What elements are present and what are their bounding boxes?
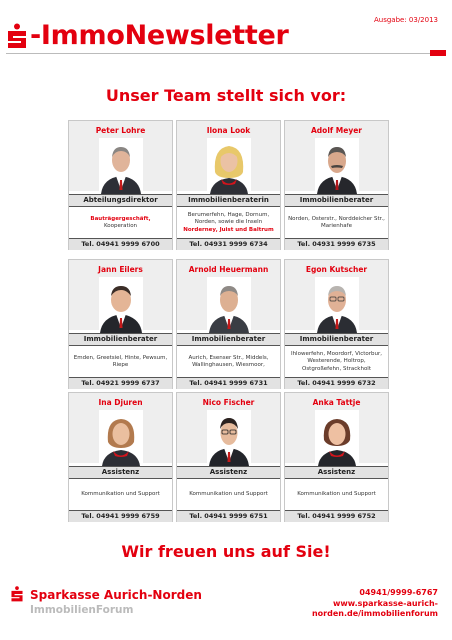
footer-subtitle: ImmobilienForum [30, 604, 134, 616]
portrait-woman [99, 410, 143, 466]
portrait-man [315, 138, 359, 194]
card-description: Kommunikation und Support [189, 491, 268, 498]
portrait-woman [315, 410, 359, 466]
card-name: Arnold Heuermann [188, 265, 269, 274]
portrait-man [207, 410, 251, 466]
footer-phone: 04941/9999-6767 [359, 588, 438, 597]
card-phone: Tel. 04931 9999 6735 [285, 238, 388, 250]
card-phone: Tel. 04921 9999 6737 [69, 377, 172, 389]
card-name: Anka Tattje [312, 398, 361, 407]
footer-website-line2[interactable]: norden.de/immobilienforum [311, 609, 438, 618]
card-role: Assistenz [69, 466, 172, 479]
team-heading: Unser Team stellt sich vor: [105, 86, 347, 105]
card-description: Kommunikation und Support [81, 491, 160, 498]
card-name: Adolf Meyer [311, 126, 362, 135]
issue-label: Ausgabe: 03/2013 [373, 16, 438, 24]
card-description: Berumerfehn, Hage, Dornum, Norden, sowie die Inseln Norderney, Juist und Baltrum [183, 211, 274, 233]
header-divider [6, 53, 446, 54]
card-role: Immobilienberater [177, 333, 280, 346]
portrait-man [207, 277, 251, 333]
card-description: Bauträgergeschäft, Kooperation [90, 215, 151, 229]
footer-contact [312, 588, 438, 620]
card-name: Peter Lohre [95, 126, 146, 135]
card-description: Aurich, Esenser Str., Middels, Wallinghausen, Wiesmoor, [188, 354, 269, 368]
newsletter-title: -ImmoNewsletter [30, 20, 289, 51]
card-name: Nico Fischer [202, 398, 255, 407]
team-card [176, 120, 281, 250]
card-phone: Tel. 04941 9999 6731 [177, 377, 280, 389]
card-phone: Tel. 04941 9999 6751 [177, 510, 280, 522]
card-description: Emden, Greetsiel, Hinte, Pewsum, Riepe [73, 354, 168, 368]
team-card [284, 120, 389, 250]
welcome-message: Wir freuen uns auf Sie! [121, 542, 331, 561]
footer-website-line1[interactable]: www.sparkasse-aurich- [332, 598, 438, 608]
portrait-woman [207, 138, 251, 194]
card-phone: Tel. 04941 9999 6732 [285, 377, 388, 389]
card-description: Ihlowerfehn, Moordorf, Victorbur, Westerende, Holtrop, Ostgroßefehn, Strackholt [290, 350, 383, 372]
card-name: Ina Djuren [98, 398, 143, 407]
team-card [284, 259, 389, 389]
card-phone: Tel. 04941 9999 6700 [69, 238, 172, 250]
portrait-man [99, 277, 143, 333]
card-phone: Tel. 04941 9999 6752 [285, 510, 388, 522]
team-card [68, 120, 173, 250]
team-card [284, 392, 389, 522]
team-card [68, 259, 173, 389]
card-role: Assistenz [285, 466, 388, 479]
card-role: Abteilungsdirektor [69, 194, 172, 207]
sparkasse-s-icon [10, 586, 24, 602]
team-card [68, 392, 173, 522]
card-role: Immobilienberater [69, 333, 172, 346]
card-phone: Tel. 04941 9999 6759 [69, 510, 172, 522]
newsletter-header [0, 0, 452, 56]
card-phone: Tel. 04931 9999 6734 [177, 238, 280, 250]
portrait-man [315, 277, 359, 333]
portrait-man [99, 138, 143, 194]
card-name: Jann Eilers [98, 265, 143, 274]
card-name: Egon Kutscher [305, 265, 368, 274]
card-role: Assistenz [177, 466, 280, 479]
card-description: Norden, Osterstr., Norddeicher Str., Marienhafe [288, 215, 385, 229]
header-accent-bar [430, 50, 446, 56]
card-description: Kommunikation und Support [297, 491, 376, 498]
card-role: Immobilienberater [285, 333, 388, 346]
card-name: Ilona Look [206, 126, 251, 135]
card-role: Immobilienberaterin [177, 194, 280, 207]
team-card [176, 392, 281, 522]
sparkasse-s-icon [6, 23, 28, 49]
footer-bank-name: Sparkasse Aurich-Norden [30, 588, 202, 602]
team-card [176, 259, 281, 389]
card-role: Immobilienberater [285, 194, 388, 207]
